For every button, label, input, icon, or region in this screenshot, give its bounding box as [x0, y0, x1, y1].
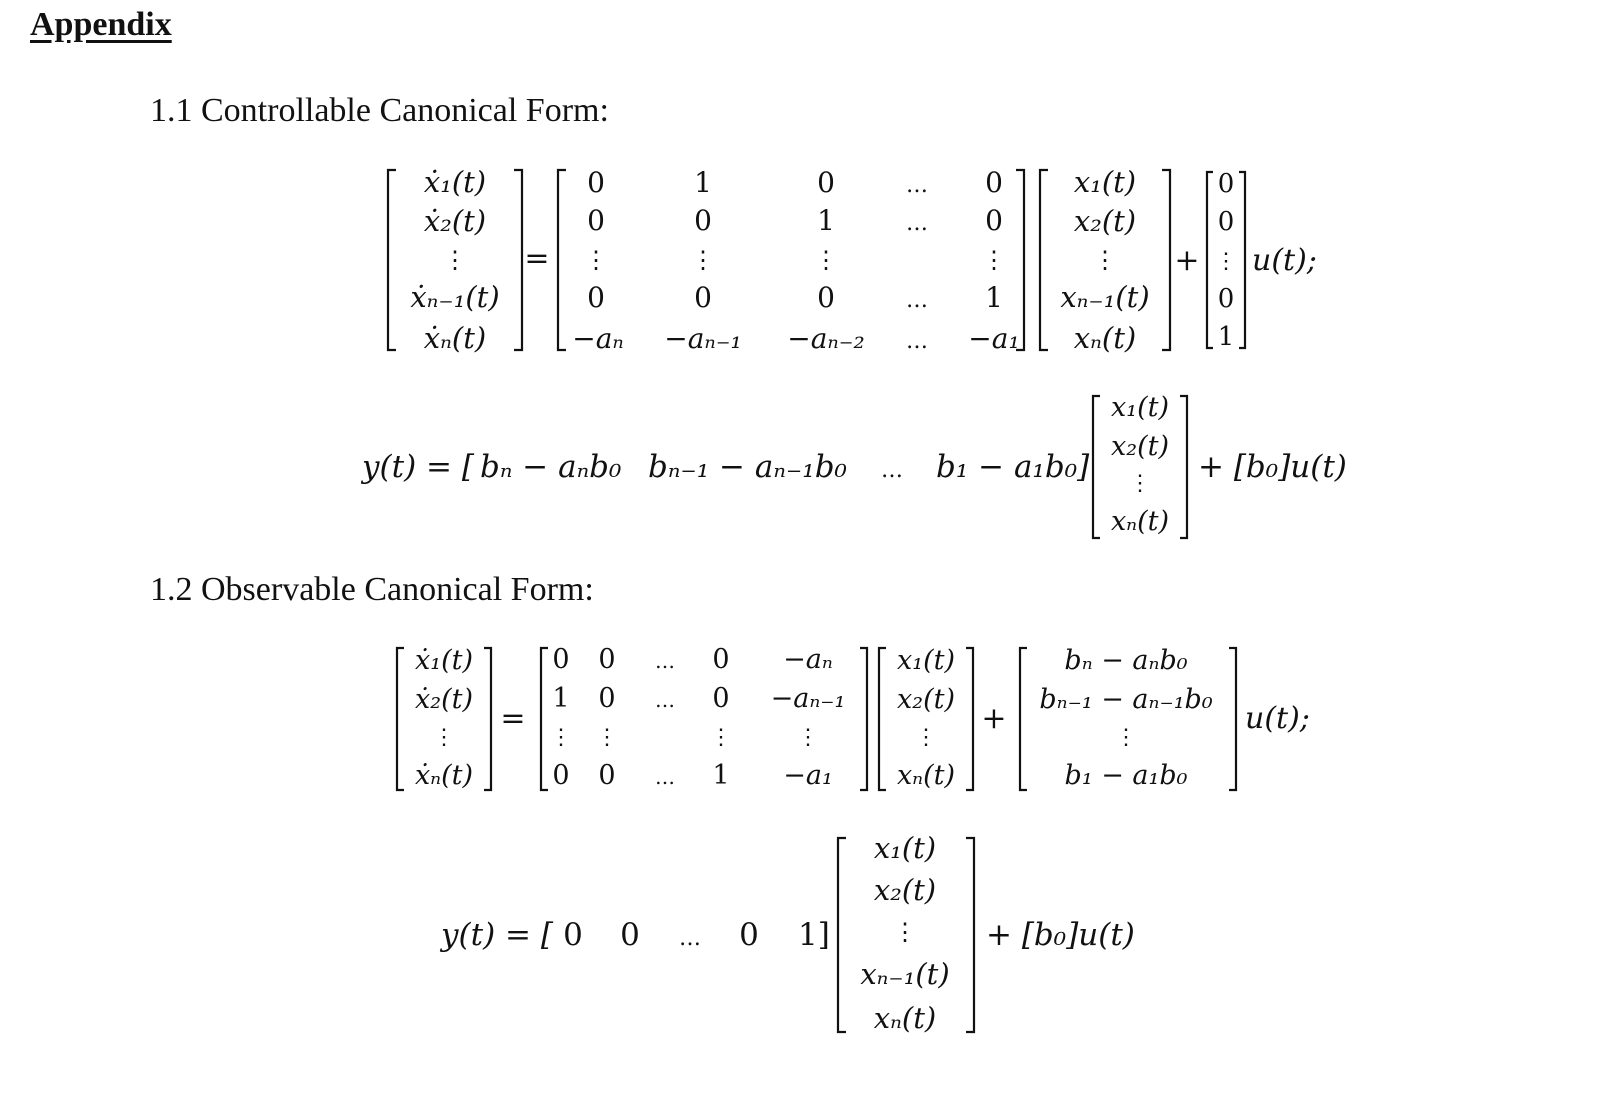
b-vector-entry: bₙ − aₙb₀	[1064, 645, 1188, 676]
a-matrix-cell: ⋮	[982, 246, 1006, 274]
state-entry: xₙ(t)	[1073, 321, 1137, 355]
equals-sign: =	[524, 241, 550, 276]
c-row-entry: b₁ − a₁b₀]	[936, 449, 1090, 485]
a-matrix-cell: 0	[985, 204, 1003, 237]
output-state-entry: x₁(t)	[873, 831, 937, 865]
a-matrix-cell: ⋮	[596, 725, 618, 750]
plus-sign: +	[981, 701, 1007, 736]
a-matrix-cell: ⋮	[550, 725, 572, 750]
output-state-entry: x₂(t)	[873, 873, 937, 907]
a-matrix-cell: 0	[598, 644, 616, 675]
controllable-state-equation	[388, 165, 1317, 355]
a-matrix-cell: 0	[985, 166, 1003, 199]
equals-sign: =	[500, 701, 526, 736]
controllable-output-equation	[360, 392, 1347, 538]
a-matrix-cell: −a₁	[783, 760, 833, 791]
a-matrix-cell: 0	[817, 281, 835, 314]
section-title-controllable: 1.1 Controllable Canonical Form:	[150, 92, 609, 129]
a-matrix-cell: 1	[694, 166, 712, 199]
observable-output-equation	[439, 831, 1135, 1035]
state-entry: ⋮	[1093, 246, 1117, 274]
appendix-heading: Appendix	[30, 6, 172, 43]
a-matrix-cell: 0	[694, 281, 712, 314]
lhs-entry: ẋ₁(t)	[423, 165, 487, 199]
output-state-entry: ⋮	[893, 918, 917, 946]
a-matrix-cell: 1	[552, 683, 570, 714]
output-state-entry: ⋮	[1129, 471, 1151, 496]
output-lhs: y(t) = [	[362, 449, 474, 485]
feedthrough-term: + [b₀]u(t)	[986, 917, 1135, 953]
output-state-entry: xₙ(t)	[873, 1001, 937, 1035]
b-vector-entry: 0	[1217, 284, 1235, 314]
c-row-entry: 0	[563, 917, 583, 953]
c-row-entry: 1]	[798, 917, 830, 953]
a-matrix-cell: 0	[598, 683, 616, 714]
output-state-entry: x₂(t)	[1111, 431, 1169, 462]
a-matrix-cell: …	[906, 173, 928, 198]
a-matrix-cell: −a₁	[968, 322, 1020, 355]
b-vector-entry: ⋮	[1215, 249, 1237, 274]
a-matrix-cell: …	[655, 688, 675, 712]
lhs-entry: ⋮	[433, 725, 455, 750]
c-row-entry: bₙ − aₙb₀	[480, 449, 622, 485]
a-matrix-cell: 0	[552, 760, 570, 791]
a-matrix-cell: ⋮	[797, 725, 819, 750]
a-matrix-cell: ⋮	[814, 246, 838, 274]
lhs-entry: ẋ₂(t)	[415, 684, 473, 715]
feedthrough-term: + [b₀]u(t)	[1198, 449, 1347, 485]
lhs-entry: ẋₙ(t)	[423, 321, 487, 355]
c-row-entry: bₙ₋₁ − aₙ₋₁b₀	[648, 449, 847, 485]
input-term: u(t);	[1245, 701, 1310, 736]
a-matrix-cell: …	[655, 649, 675, 673]
lhs-entry: ẋₙ(t)	[414, 760, 474, 791]
a-matrix-cell: 0	[587, 166, 605, 199]
lhs-entry: ẋ₁(t)	[415, 645, 473, 676]
a-matrix-cell: ⋮	[584, 246, 608, 274]
b-vector-entry: bₙ₋₁ − aₙ₋₁b₀	[1039, 684, 1213, 715]
b-vector-entry: ⋮	[1115, 725, 1137, 750]
c-row-entry: 0	[620, 917, 640, 953]
state-entry: x₂(t)	[897, 684, 955, 715]
a-matrix-cell: …	[906, 329, 928, 354]
input-term: u(t);	[1252, 243, 1317, 278]
output-state-entry: x₁(t)	[1111, 392, 1169, 423]
output-lhs: y(t) = [	[441, 917, 553, 953]
a-matrix-cell: …	[906, 288, 928, 313]
lhs-entry: ⋮	[443, 246, 467, 274]
output-state-entry: xₙ(t)	[1110, 506, 1170, 537]
state-entry: xₙ₋₁(t)	[1060, 280, 1150, 314]
a-matrix-cell: 0	[598, 760, 616, 791]
lhs-entry: ẋ₂(t)	[423, 204, 487, 238]
state-entry: xₙ(t)	[896, 760, 956, 791]
a-matrix-cell: 0	[817, 166, 835, 199]
a-matrix-cell: 0	[712, 644, 730, 675]
observable-state-equation	[397, 644, 1310, 791]
b-vector-entry: 0	[1217, 207, 1235, 237]
c-row-entry: …	[881, 458, 903, 483]
b-vector-entry: 1	[1217, 322, 1235, 352]
a-matrix-cell: ⋮	[710, 725, 732, 750]
a-matrix-cell: −aₙ₋₂	[787, 322, 865, 355]
c-row-entry: 0	[739, 917, 759, 953]
a-matrix-cell: 1	[712, 760, 730, 791]
a-matrix-cell: …	[655, 765, 675, 789]
a-matrix-cell: 0	[552, 644, 570, 675]
a-matrix-cell: 1	[985, 281, 1003, 314]
a-matrix-cell: −aₙ₋₁	[664, 322, 742, 355]
state-entry: ⋮	[915, 725, 937, 750]
c-row-entry: …	[679, 926, 701, 951]
state-entry: x₁(t)	[897, 645, 955, 676]
a-matrix-cell: 0	[694, 204, 712, 237]
state-entry: x₂(t)	[1073, 204, 1137, 238]
state-entry: x₁(t)	[1073, 165, 1137, 199]
a-matrix-cell: −aₙ	[572, 322, 624, 355]
output-state-entry: xₙ₋₁(t)	[860, 957, 950, 991]
a-matrix-cell: 1	[817, 204, 835, 237]
a-matrix-cell: −aₙ₋₁	[770, 683, 846, 714]
lhs-entry: ẋₙ₋₁(t)	[410, 280, 500, 314]
a-matrix-cell: 0	[587, 281, 605, 314]
plus-sign: +	[1174, 243, 1200, 278]
section-title-observable: 1.2 Observable Canonical Form:	[150, 571, 594, 608]
b-vector-entry: b₁ − a₁b₀	[1064, 760, 1188, 791]
a-matrix-cell: 0	[587, 204, 605, 237]
a-matrix-cell: …	[906, 211, 928, 236]
b-vector-entry: 0	[1217, 169, 1235, 199]
a-matrix-cell: ⋮	[691, 246, 715, 274]
a-matrix-cell: −aₙ	[783, 644, 833, 675]
a-matrix-cell: 0	[712, 683, 730, 714]
